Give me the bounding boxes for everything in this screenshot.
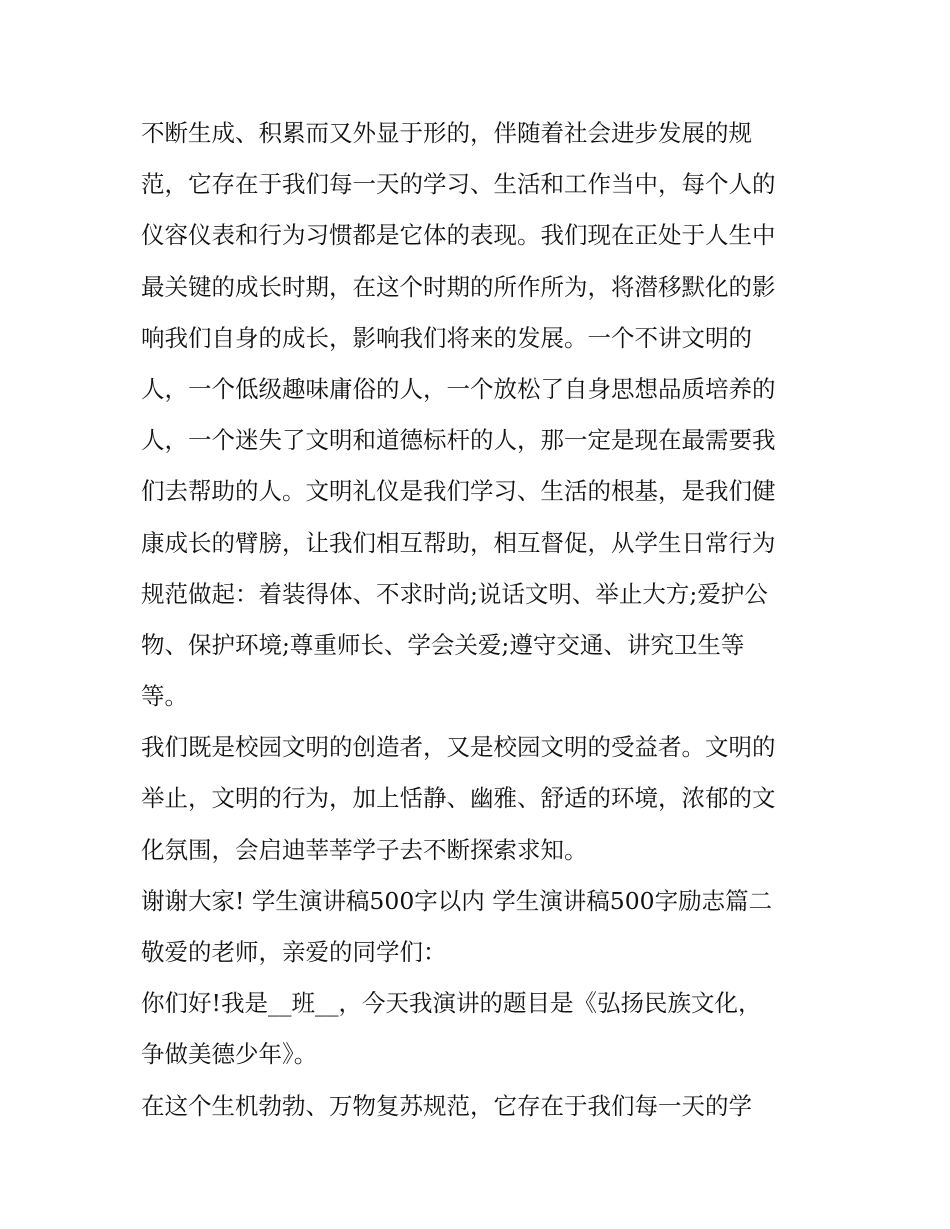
text-line: 不断生成、积累而又外显于形的，伴随着社会进步发展的规 <box>141 119 752 147</box>
text-line: 化氛围，会启迪莘莘学子去不断探索求知。 <box>141 835 588 864</box>
text-line: 你们好!我是__班__，今天我演讲的题目是《弘扬民族文化， <box>141 989 762 1018</box>
text-line: 我们既是校园文明的创造者，又是校园文明的受益者。文明的 <box>141 733 776 762</box>
text-line: 仪容仪表和行为习惯都是它体的表现。我们现在正处于人生中 <box>141 221 776 250</box>
text-line: 举止，文明的行为，加上恬静、幽雅、舒适的环境，浓郁的文 <box>141 784 776 813</box>
text-line: 谢谢大家! 学生演讲稿500字以内 学生演讲稿500字励志篇二 <box>141 886 773 915</box>
text-line: 康成长的臂膀，让我们相互帮助，相互督促，从学生日常行为 <box>141 528 776 557</box>
text-line: 争做美德少年》。 <box>141 1040 318 1069</box>
text-line: 们去帮助的人。文明礼仪是我们学习、生活的根基，是我们健 <box>141 477 776 506</box>
text-line: 敬爱的老师，亲爱的同学们： <box>141 938 447 966</box>
text-line: 范，它存在于我们每一天的学习、生活和工作当中，每个人的 <box>141 170 776 199</box>
body-text <box>141 108 821 1132</box>
text-line: 最关键的成长时期，在这个时期的所作所为，将潜移默化的影 <box>141 272 776 301</box>
text-line: 等。 <box>141 682 188 711</box>
text-line: 规范做起：着装得体、不求时尚;说话文明、举止大方;爱护公 <box>141 579 768 608</box>
text-line: 人，一个低级趣味庸俗的人，一个放松了自身思想品质培养的 <box>141 374 776 403</box>
text-line: 人，一个迷失了文明和道德标杆的人，那一定是现在最需要我 <box>141 426 776 455</box>
text-line: 在这个生机勃勃、万物复苏规范，它存在于我们每一天的学 <box>141 1091 752 1120</box>
text-line: 物、保护环境;尊重师长、学会关爱;遵守交通、讲究卫生等 <box>141 630 745 659</box>
text-line: 响我们自身的成长，影响我们将来的发展。一个不讲文明的 <box>141 323 752 352</box>
